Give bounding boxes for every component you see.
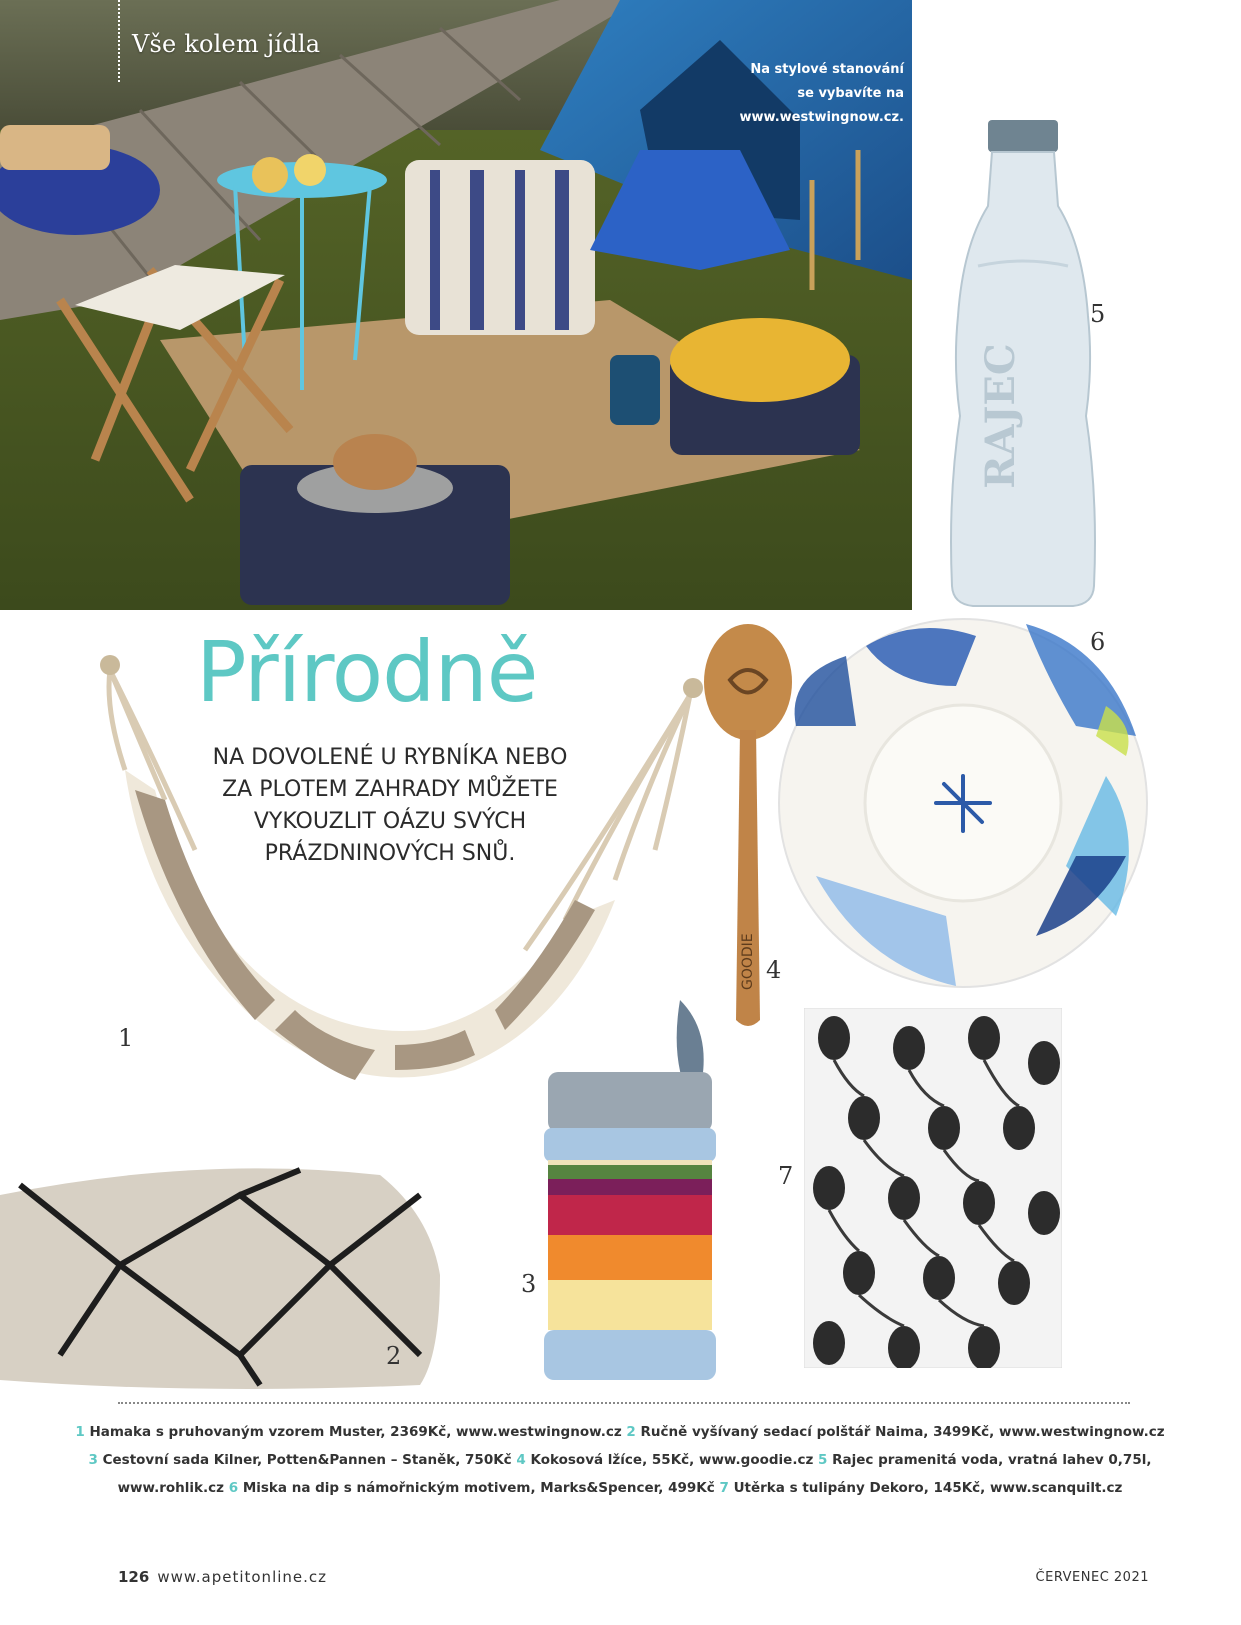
credit-number: 1	[75, 1424, 85, 1440]
subtitle-line: NA DOVOLENÉ U RYBNÍKA NEBO	[212, 745, 568, 770]
section-divider	[118, 0, 120, 82]
credit-text: Rajec pramenitá voda, vratná lahev 0,75l,	[832, 1452, 1152, 1468]
product-number-6: 6	[1090, 628, 1106, 656]
hero-caption-line: Na stylové stanování	[750, 62, 904, 77]
product-number-5: 5	[1090, 300, 1106, 328]
credit-number: 3	[88, 1452, 98, 1468]
credits-line-1	[60, 1418, 1180, 1446]
page-number: 126	[118, 1568, 150, 1586]
page-title: Přírodně	[196, 623, 538, 721]
product-number-2: 2	[386, 1342, 402, 1370]
product-number-3: 3	[521, 1270, 537, 1298]
dip-bowl-image	[776, 616, 1150, 990]
credit-text: Cestovní sada Kilner, Potten&Pannen – Staněk, 750Kč	[102, 1452, 512, 1468]
issue-date: ČERVENEC 2021	[1035, 1570, 1149, 1585]
hero-caption-line: se vybavíte na	[797, 86, 904, 101]
credit-text: www.rohlik.cz	[117, 1480, 225, 1496]
product-number-4: 4	[766, 956, 782, 984]
page-footer-left	[118, 1568, 327, 1586]
product-number-7: 7	[778, 1162, 794, 1190]
credit-text: Miska na dip s námořnickým motivem, Marks&Spencer, 499Kč	[242, 1480, 715, 1496]
footer-website-link[interactable]: www.apetitonline.cz	[157, 1568, 328, 1586]
tulip-towel-image	[804, 1008, 1062, 1368]
credits-line-2	[60, 1446, 1180, 1474]
credit-number: 7	[719, 1480, 729, 1496]
credit-text: Kokosová lžíce, 55Kč, www.goodie.cz	[530, 1452, 814, 1468]
credit-number: 2	[626, 1424, 636, 1440]
hero-caption-line: www.westwingnow.cz.	[739, 110, 904, 125]
credits-divider	[118, 1402, 1130, 1404]
product-number-1: 1	[118, 1024, 134, 1052]
subtitle-line: PRÁZDNINOVÝCH SNŮ.	[264, 841, 516, 866]
bottle-brand-text: RAJEC	[977, 343, 1024, 489]
credit-number: 4	[516, 1452, 526, 1468]
credit-number: 6	[228, 1480, 239, 1496]
credit-number: 5	[818, 1452, 828, 1468]
subtitle-line: VYKOUZLIT OÁZU SVÝCH	[253, 809, 527, 834]
product-credits	[60, 1418, 1180, 1502]
salad-jar-image	[540, 1000, 720, 1385]
credit-text: Ručně vyšívaný sedací polštář Naima, 3499Kč, www.westwingnow.cz	[640, 1424, 1165, 1440]
pouf-image	[0, 1155, 445, 1390]
credit-text: Hamaka s pruhovaným vzorem Muster, 2369Kč, www.westwingnow.cz	[89, 1424, 622, 1440]
credits-line-3	[60, 1474, 1180, 1502]
subtitle-line: ZA PLOTEM ZAHRADY MŮŽETE	[222, 777, 558, 802]
section-label: Vše kolem jídla	[132, 30, 321, 58]
spoon-brand-text: GOODIE	[740, 933, 756, 990]
water-bottle-image	[948, 116, 1098, 608]
credit-text: Utěrka s tulipány Dekoro, 145Kč, www.scanquilt.cz	[733, 1480, 1123, 1496]
hero-caption	[684, 58, 904, 130]
